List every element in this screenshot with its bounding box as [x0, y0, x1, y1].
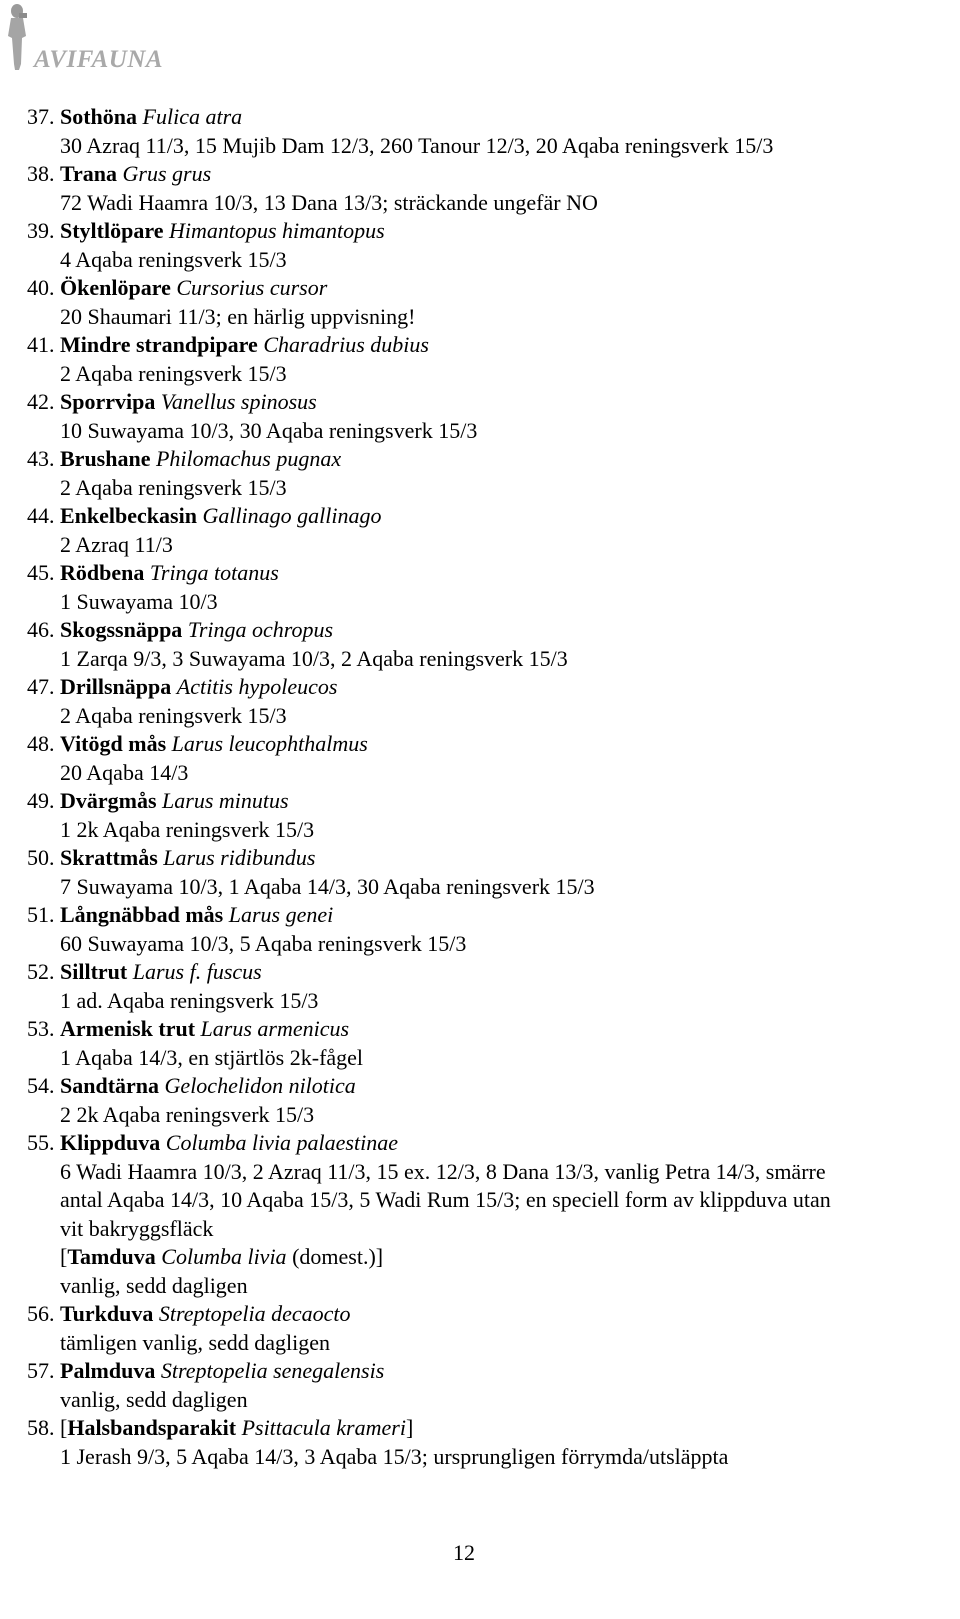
subspecies-heading [60, 1243, 957, 1272]
species-swedish-name: Drillsnäppa [60, 674, 172, 699]
observation-text: vanlig, sedd dagligen [60, 1386, 248, 1412]
entry-number: 41. [27, 332, 55, 357]
species-scientific-name: Larus minutus [162, 788, 289, 813]
species-entry [27, 901, 957, 958]
species-swedish-name: Långnäbbad mås [60, 902, 224, 927]
entry-number: 56. [27, 1301, 55, 1326]
species-scientific-name: Philomachus pugnax [155, 446, 342, 471]
species-swedish-name: Enkelbeckasin [60, 503, 197, 528]
observation-text: 60 Suwayama 10/3, 5 Aqaba reningsverk 15/3 [60, 930, 467, 956]
entry-number: 53. [27, 1016, 55, 1041]
species-entry [27, 958, 957, 1015]
species-entry [27, 844, 957, 901]
species-entry [27, 388, 957, 445]
species-swedish-name: Sporrvipa [60, 389, 156, 414]
observation-text: 1 2k Aqaba reningsverk 15/3 [60, 816, 315, 842]
species-entry [27, 1015, 957, 1072]
species-scientific-name: Streptopelia decaocto [158, 1301, 351, 1326]
entry-number: 46. [27, 617, 55, 642]
species-scientific-name: Larus f. fuscus [132, 959, 262, 984]
observation-text: 2 Aqaba reningsverk 15/3 [60, 360, 287, 386]
observation-text: vit bakryggsfläck [60, 1215, 214, 1241]
species-entry [27, 673, 957, 730]
entry-number: 54. [27, 1073, 55, 1098]
species-swedish-name: Klippduva [60, 1130, 161, 1155]
entry-number: 51. [27, 902, 55, 927]
species-entry [27, 1357, 957, 1414]
species-entry [27, 1072, 957, 1129]
observation-text: 1 Zarqa 9/3, 3 Suwayama 10/3, 2 Aqaba reningsverk 15/3 [60, 645, 568, 671]
entry-number: 55. [27, 1130, 55, 1155]
species-scientific-name: Psittacula krameri [241, 1415, 406, 1440]
species-entry [27, 730, 957, 787]
species-scientific-name: Charadrius dubius [263, 332, 429, 357]
observation-text: tämligen vanlig, sedd dagligen [60, 1329, 331, 1355]
species-scientific-name: Cursorius cursor [176, 275, 328, 300]
species-swedish-name: Tamduva [67, 1244, 156, 1269]
observation-text: 2 Aqaba reningsverk 15/3 [60, 474, 287, 500]
observation-text: 20 Shaumari 11/3; en härlig uppvisning! [60, 303, 416, 329]
observation-text: 30 Azraq 11/3, 15 Mujib Dam 12/3, 260 Tanour 12/3, 20 Aqaba reningsverk 15/3 [60, 132, 774, 158]
observation-text: 10 Suwayama 10/3, 30 Aqaba reningsverk 15/3 [60, 417, 478, 443]
species-swedish-name: Halsbandsparakit [67, 1415, 237, 1440]
species-swedish-name: Dvärgmås [60, 788, 157, 813]
observation-text: 1 Aqaba 14/3, en stjärtlös 2k-fågel [60, 1044, 364, 1070]
observation-text: 1 ad. Aqaba reningsverk 15/3 [60, 987, 319, 1013]
page-number: 12 [453, 1540, 475, 1565]
species-scientific-name: Larus leucophthalmus [171, 731, 368, 756]
entry-number: 43. [27, 446, 55, 471]
species-scientific-name: Actitis hypoleucos [176, 674, 338, 699]
close-bracket: ] [405, 1415, 414, 1440]
entry-number: 52. [27, 959, 55, 984]
avifauna-logo [4, 2, 184, 72]
observation-text: 6 Wadi Haamra 10/3, 2 Azraq 11/3, 15 ex. 12/3, 8 Dana 13/3, vanlig Petra 14/3, smärre [60, 1158, 826, 1184]
species-entry [27, 559, 957, 616]
species-scientific-name: Fulica atra [142, 104, 243, 129]
observation-text: 1 Suwayama 10/3 [60, 588, 218, 614]
species-swedish-name: Vitögd mås [60, 731, 167, 756]
species-swedish-name: Mindre strandpipare [60, 332, 258, 357]
entry-number: 50. [27, 845, 55, 870]
species-swedish-name: Skogssnäppa [60, 617, 183, 642]
species-swedish-name: Ökenlöpare [60, 275, 171, 300]
species-swedish-name: Rödbena [60, 560, 145, 585]
entry-number: 37. [27, 104, 55, 129]
species-swedish-name: Trana [60, 161, 118, 186]
subspecies-note: (domest.)] [286, 1244, 384, 1269]
species-scientific-name: Gelochelidon nilotica [164, 1073, 356, 1098]
species-scientific-name: Tringa totanus [149, 560, 279, 585]
species-entry [27, 502, 957, 559]
species-scientific-name: Himantopus himantopus [168, 218, 385, 243]
species-swedish-name: Skrattmås [60, 845, 158, 870]
species-swedish-name: Palmduva [60, 1358, 156, 1383]
species-entry [27, 445, 957, 502]
species-swedish-name: Styltlöpare [60, 218, 164, 243]
observation-text: 7 Suwayama 10/3, 1 Aqaba 14/3, 30 Aqaba reningsverk 15/3 [60, 873, 595, 899]
species-entry [27, 160, 957, 217]
entry-number: 57. [27, 1358, 55, 1383]
species-scientific-name: Larus genei [228, 902, 334, 927]
species-scientific-name: Vanellus spinosus [160, 389, 317, 414]
observation-text: antal Aqaba 14/3, 10 Aqaba 15/3, 5 Wadi Rum 15/3; en speciell form av klippduva utan [60, 1187, 831, 1212]
species-entry [27, 331, 957, 388]
species-swedish-name: Silltrut [60, 959, 128, 984]
species-scientific-name: Columba livia palaestinae [165, 1130, 398, 1155]
entry-number: 40. [27, 275, 55, 300]
species-scientific-name: Columba livia [161, 1244, 287, 1269]
species-entry [27, 1414, 957, 1471]
open-bracket: [ [60, 1244, 68, 1269]
species-swedish-name: Brushane [60, 446, 151, 471]
species-swedish-name: Turkduva [60, 1301, 154, 1326]
entry-number: 45. [27, 560, 55, 585]
species-entry [27, 217, 957, 274]
observation-text: 72 Wadi Haamra 10/3, 13 Dana 13/3; sträckande ungefär NO [60, 189, 598, 215]
species-entry [27, 103, 957, 160]
observation-text: 4 Aqaba reningsverk 15/3 [60, 246, 287, 272]
observation-text: 2 Azraq 11/3 [60, 531, 173, 557]
entry-number: 44. [27, 503, 55, 528]
species-swedish-name: Armenisk trut [60, 1016, 196, 1041]
entry-number: 47. [27, 674, 55, 699]
logo-wordmark: AVIFAUNA [34, 46, 164, 73]
observation-text: 2 2k Aqaba reningsverk 15/3 [60, 1101, 315, 1127]
species-entry [27, 787, 957, 844]
species-scientific-name: Larus armenicus [200, 1016, 350, 1041]
open-bracket: [ [60, 1415, 68, 1440]
species-entry [27, 1300, 957, 1357]
entry-number: 39. [27, 218, 55, 243]
species-swedish-name: Sothöna [60, 104, 138, 129]
observation-text: 2 Aqaba reningsverk 15/3 [60, 702, 287, 728]
species-scientific-name: Tringa ochropus [187, 617, 334, 642]
observation-text: 1 Jerash 9/3, 5 Aqaba 14/3, 3 Aqaba 15/3; ursprungligen förrymda/utsläppta [60, 1443, 729, 1469]
observation-text: vanlig, sedd dagligen [60, 1272, 248, 1298]
species-entry [27, 616, 957, 673]
species-scientific-name: Streptopelia senegalensis [160, 1358, 385, 1383]
entry-number: 42. [27, 389, 55, 414]
entry-number: 58. [27, 1415, 55, 1440]
species-entry [27, 274, 957, 331]
observation-text: 20 Aqaba 14/3 [60, 759, 189, 785]
birdwatcher-silhouette-icon [4, 2, 30, 72]
species-scientific-name: Larus ridibundus [163, 845, 316, 870]
entry-number: 38. [27, 161, 55, 186]
entry-number: 48. [27, 731, 55, 756]
species-entry [27, 1129, 957, 1300]
species-list [27, 103, 957, 1471]
entry-number: 49. [27, 788, 55, 813]
species-scientific-name: Gallinago gallinago [202, 503, 382, 528]
species-swedish-name: Sandtärna [60, 1073, 160, 1098]
species-scientific-name: Grus grus [122, 161, 212, 186]
